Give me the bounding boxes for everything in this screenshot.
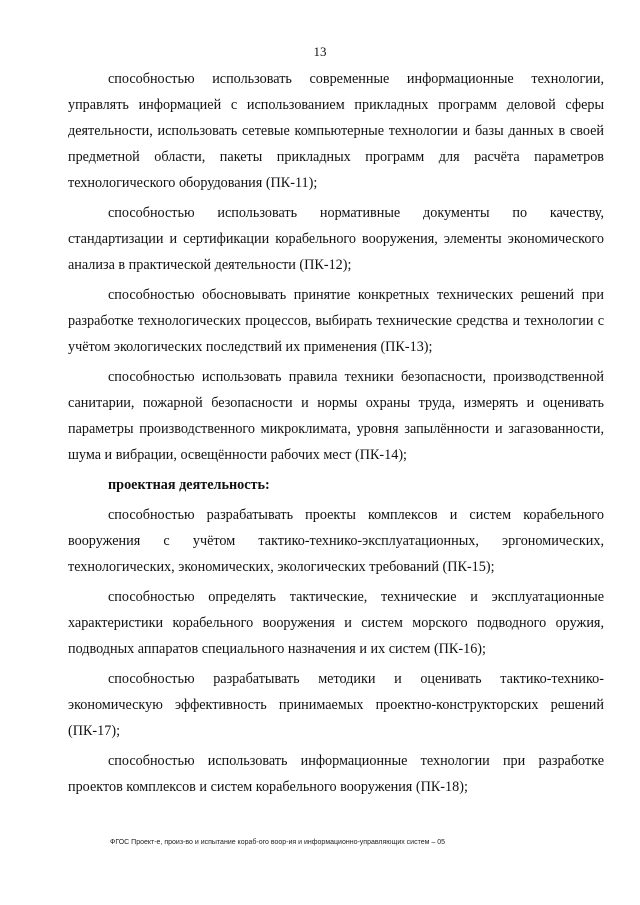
competency-pk-18: способностью использовать информационные технологии при разработке проектов комплексов и систем корабельного вооружения (ПК-18); xyxy=(68,753,604,795)
competency-pk-16: способностью определять тактические, технические и эксплуатационные характеристики корабельного вооружения и систем морского подводного оружия, подводных аппаратов специального назначения и их систем (ПК-16); xyxy=(68,589,604,657)
competency-pk-13: способностью обосновывать принятие конкретных технических решений при разработке технологических процессов, выбирать технические средства и технологии с учётом экологических последствий их применения (ПК-13); xyxy=(68,287,604,355)
competency-pk-14: способностью использовать правила техники безопасности, производственной санитарии, пожарной безопасности и нормы охраны труда, измерять и оценивать параметры производственного микроклимата, уровня запылённости и загазованности, шума и вибрации, освещённости рабочих мест (ПК-14); xyxy=(68,369,604,463)
page-number: 13 xyxy=(313,44,327,59)
section-heading-design: проектная деятельность: xyxy=(108,477,270,493)
competency-pk-17: способностью разрабатывать методики и оценивать тактико-технико-экономическую эффективность принимаемых проектно-конструкторских решений (ПК-17); xyxy=(68,671,604,739)
competency-pk-11: способностью использовать современные информационные технологии, управлять информацией с использованием прикладных программ деловой сферы деятельности, использовать сетевые компьютерные технологии и базы данных в своей предметной области, пакеты прикладных программ для расчёта параметров технологического оборудования (ПК-11); xyxy=(68,71,604,191)
competency-pk-12: способностью использовать нормативные документы по качеству, стандартизации и сертификации корабельного вооружения, элементы экономического анализа в практической деятельности (ПК-12); xyxy=(68,205,604,273)
competency-pk-15: способностью разрабатывать проекты комплексов и систем корабельного вооружения с учётом тактико-технико-эксплуатационных, эргономических, технологических, экономических, экологических требований (ПК-15); xyxy=(68,507,604,575)
page-footer: ФГОС Проект-е, произ-во и испытание кораб-ого воор-ия и информационно-управляющих систем – 05 xyxy=(110,839,445,846)
document-body xyxy=(68,66,604,804)
